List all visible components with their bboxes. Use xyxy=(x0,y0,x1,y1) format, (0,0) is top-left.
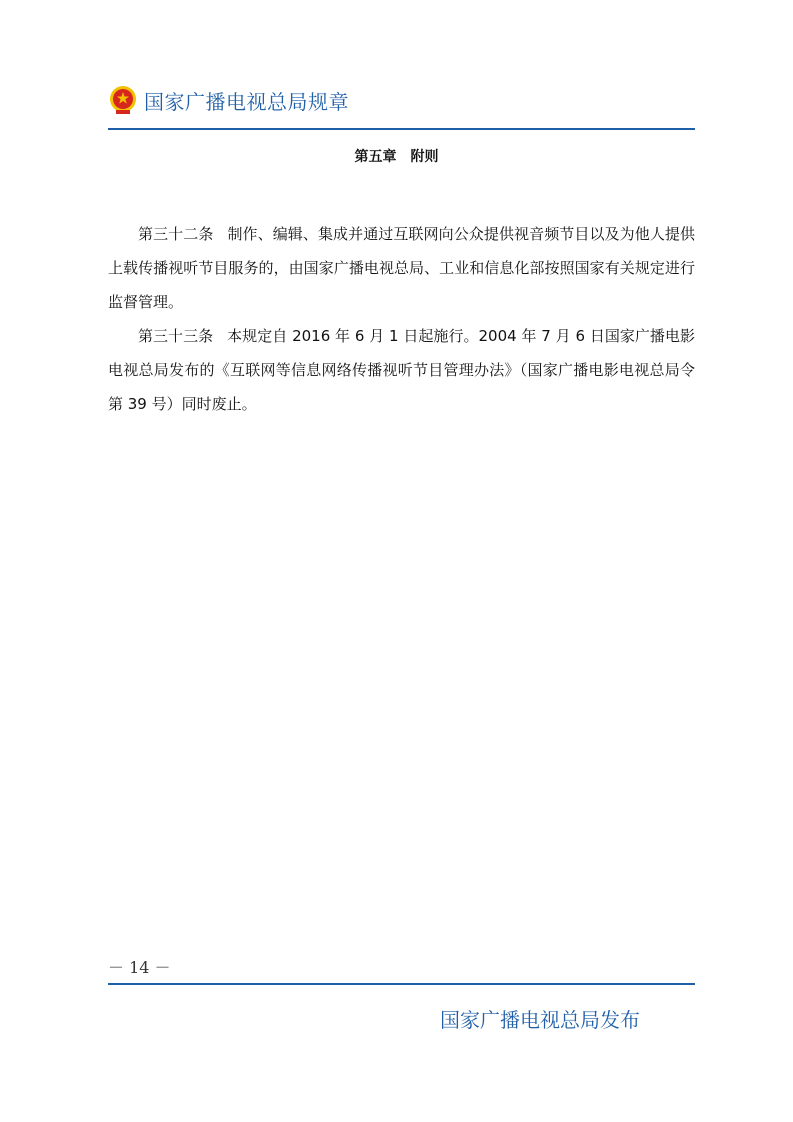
article-text: 本规定自 2016 年 6 月 1 日起施行。2004 年 7 月 6 日国家广播电影电视总局发布的《互联网等信息网络传播视听节目管理办法》（国家广播电影电视总局令第 39 号）同时废止。 xyxy=(108,327,695,413)
article-number: 第三十三条 xyxy=(138,327,214,345)
national-emblem-icon xyxy=(108,84,138,116)
article-text: 制作、编辑、集成并通过互联网向公众提供视音频节目以及为他人提供上载传播视听节目服务的，由国家广播电视总局、工业和信息化部按照国家有关规定进行监督管理。 xyxy=(108,225,695,311)
footer-rule xyxy=(108,983,695,985)
header-rule xyxy=(108,128,695,130)
chapter-title: 第五章 附则 xyxy=(354,149,439,165)
page-number: － 14 － xyxy=(108,958,171,977)
footer-publisher: 国家广播电视总局发布 xyxy=(440,1008,640,1032)
article-32 xyxy=(108,217,695,319)
article-33 xyxy=(108,319,695,421)
article-number: 第三十二条 xyxy=(138,225,214,243)
page-header xyxy=(108,84,349,116)
header-title: 国家广播电视总局规章 xyxy=(144,89,349,114)
document-body xyxy=(108,217,695,421)
